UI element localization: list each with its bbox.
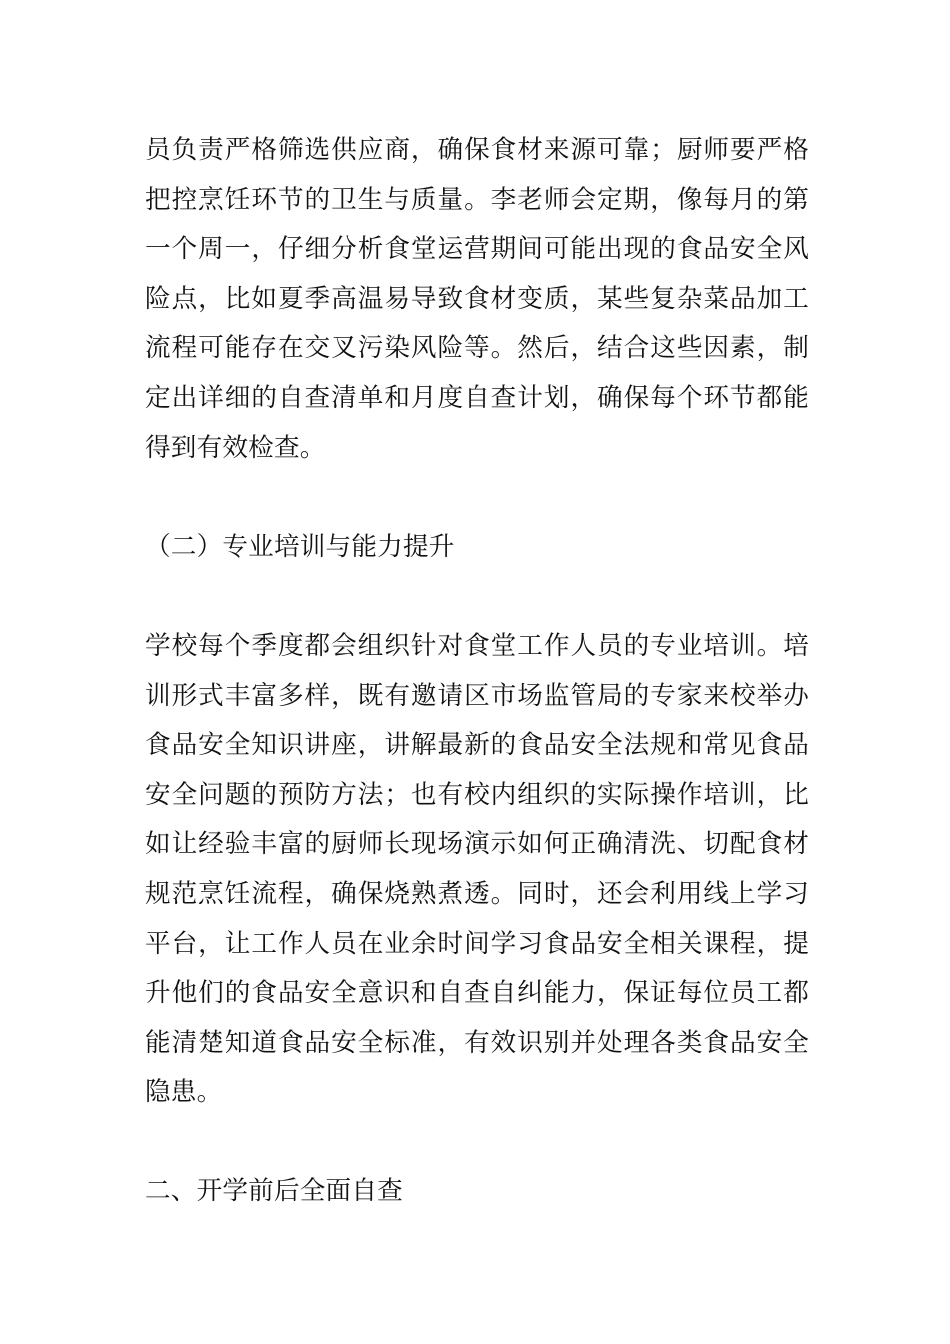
paragraph-professional-training: 学校每个季度都会组织针对食堂工作人员的专业培训。培训形式丰富多样，既有邀请区市场监管局的专家来校举办食品安全知识讲座，讲解最新的食品安全法规和常见食品安全问题的预防方法；也有校内组织的实际操作培训，比如让经验丰富的厨师长现场演示如何正确清洗、切配食材规范烹饪流程，确保烧熟煮透。同时，还会利用线上学习平台，让工作人员在业余时间学习食品安全相关课程，提升他们的食品安全意识和自查自纠能力，保证每位员工都能清楚知道食品安全标准，有效识别并处理各类食品安全隐患。: [145, 630, 809, 1108]
document-body: [145, 126, 809, 1217]
section-heading-comprehensive-self-check: 二、开学前后全面自查: [145, 1176, 403, 1207]
paragraph-supplier-and-self-check-plan: 员负责严格筛选供应商，确保食材来源可靠；厨师要严格把控烹饪环节的卫生与质量。李老师会定期，像每月的第一个周一，仔细分析食堂运营期间可能出现的食品安全风险点，比如夏季高温易导致食材变质，某些复杂菜品加工流程可能存在交叉污染风险等。然后，结合这些因素，制定出详细的自查清单和月度自查计划，确保每个环节都能得到有效检查。: [145, 135, 809, 463]
section-heading-training: （二）专业培训与能力提升: [145, 531, 455, 562]
